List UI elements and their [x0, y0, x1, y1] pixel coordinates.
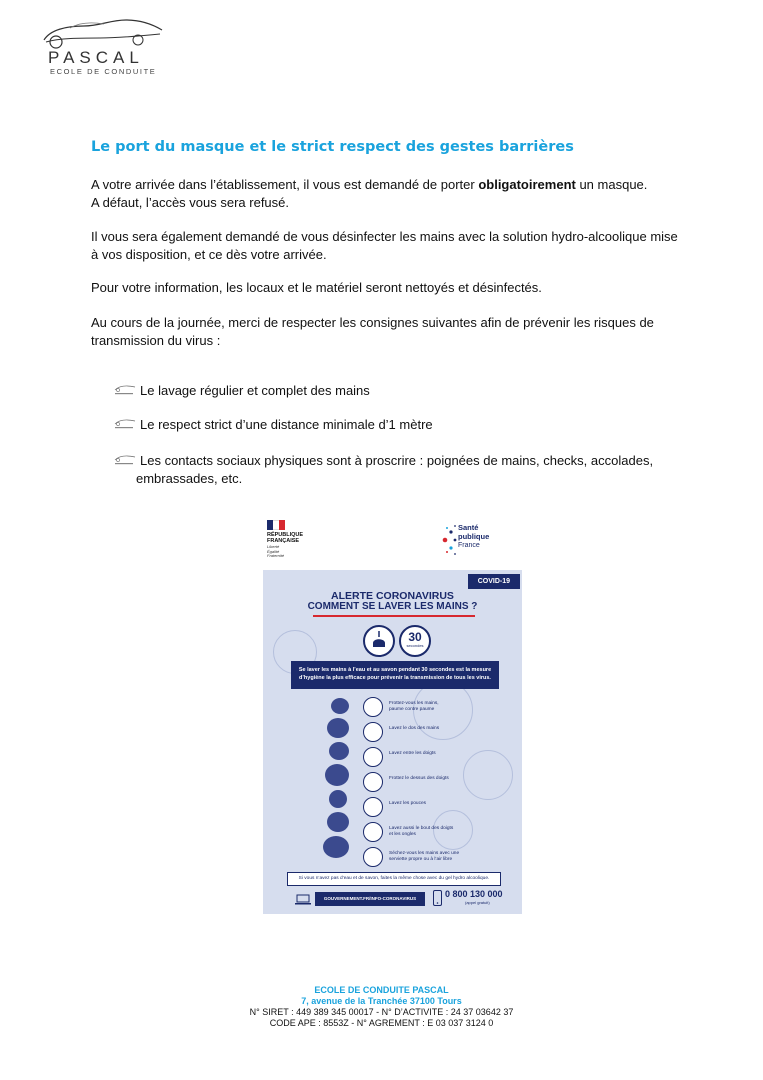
- step-illustration-icon: [363, 697, 383, 717]
- republic-motto: [267, 545, 284, 559]
- step-text: Lavez entre les doigts: [389, 751, 436, 756]
- paragraph-mask: [91, 176, 647, 211]
- step-illustration-icon: [363, 847, 383, 867]
- phone-icon: [433, 890, 442, 906]
- band-text: Se laver les mains à l’eau et au savon pendant 30 secondes est la mesure: [298, 667, 492, 673]
- seconds-number: 30: [408, 630, 422, 644]
- timer-30-seconds: [399, 625, 431, 657]
- car-silhouette-icon: [40, 16, 166, 50]
- emphasis-text: obligatoirement: [478, 177, 576, 192]
- paragraph-hands: [91, 228, 678, 263]
- gov-website: GOUVERNEMENT.FR/INFO-CORONAVIRUS: [315, 892, 425, 906]
- sp-line: publique: [458, 531, 490, 541]
- coronavirus-poster: [263, 514, 522, 914]
- virus-icon: [323, 836, 349, 858]
- paragraph-instructions: [91, 314, 654, 349]
- virus-icon: [329, 790, 347, 808]
- pascal-logo: [40, 16, 166, 74]
- logo-subtitle: ECOLE DE CONDUITE: [50, 67, 157, 76]
- paragraph-text: Pour votre information, les locaux et le matériel seront nettoyés et désinfectés.: [91, 280, 542, 295]
- rf-line: FRANÇAISE: [267, 538, 300, 545]
- step-text: Lavez les pouces: [389, 801, 427, 806]
- step-text: Frottez le dessus des doigts: [389, 776, 449, 781]
- poster-alert-title: ALERTE CORONAVIRUS: [331, 590, 454, 602]
- step-illustration-icon: [363, 797, 383, 817]
- motto-word: Égalité: [267, 548, 280, 554]
- bullet-text: Les contacts sociaux physiques sont à proscrire : poignées de mains, checks, accolades,: [140, 453, 654, 468]
- french-flag-icon: [267, 520, 285, 530]
- hotline-number: 0 800 130 000: [445, 889, 503, 899]
- footer-address: 7, avenue de la Tranchée 37100 Tours: [301, 996, 462, 1006]
- virus-icon: [329, 742, 349, 760]
- motto-word: Fraternité: [267, 553, 285, 559]
- step-illustration-icon: [363, 722, 383, 742]
- step-text: Séchez-vous les mains avec une serviette propre ou à l’air libre: [389, 851, 460, 862]
- step-illustration-icon: [363, 747, 383, 767]
- motto-word: Liberté: [267, 544, 280, 549]
- bullet-text: Le lavage régulier et complet des mains: [140, 383, 370, 398]
- virus-decoration-icon: [463, 750, 513, 800]
- sp-line: Santé: [458, 523, 479, 532]
- rf-line: RÉPUBLIQUE: [267, 532, 304, 538]
- paragraph-text: transmission du virus :: [91, 332, 221, 348]
- virus-icon: [325, 764, 349, 786]
- step-illustration-icon: [363, 772, 383, 792]
- logo-name: PASCAL: [48, 48, 144, 67]
- bullet-text: Le respect strict d’une distance minimale d’1 mètre: [140, 417, 433, 432]
- bullet-text: embrassades, etc.: [136, 470, 243, 486]
- paragraph-text: A défaut, l’accès vous sera refusé.: [91, 194, 289, 210]
- seconds-label: secondes: [406, 643, 424, 648]
- virus-icon: [327, 718, 349, 738]
- laptop-icon: [295, 894, 311, 905]
- virus-icon: [327, 812, 349, 832]
- paragraph-text: Au cours de la journée, merci de respecter les consignes suivantes afin de prévenir les risques de: [91, 315, 654, 330]
- gel-notice: Si vous n’avez pas d’eau et de savon, faites la même chose avec du gel hydro alcoolique.: [287, 872, 501, 886]
- footer-company: ECOLE DE CONDUITE PASCAL: [314, 985, 449, 995]
- step-text: Frottez-vous les mains, paume contre paume: [389, 701, 439, 712]
- title-underline: [313, 615, 475, 617]
- paragraph-text: à vos disposition, et ce dès votre arrivée.: [91, 246, 327, 262]
- page-footer: [0, 985, 763, 1029]
- step-text: Lavez le dos des mains: [389, 726, 440, 731]
- virus-icon: [331, 698, 349, 714]
- covid-badge: COVID-19: [468, 574, 520, 589]
- paragraph-text: A votre arrivée dans l’établissement, il vous est demandé de porter: [91, 177, 479, 192]
- mini-logo-icon: [114, 417, 136, 431]
- mini-logo-icon: [114, 383, 136, 397]
- info-band: [291, 661, 499, 689]
- footer-ape: CODE APE : 8553Z - N° AGREMENT : E 03 037 3124 0: [269, 1018, 494, 1028]
- poster-subtitle: COMMENT SE LAVER LES MAINS ?: [307, 601, 478, 612]
- paragraph-cleaning: [91, 279, 542, 297]
- hotline-note: (appel gratuit): [465, 900, 490, 905]
- handwash-icon: [363, 625, 395, 657]
- mini-logo-icon: [114, 453, 136, 467]
- poster-header: [263, 514, 522, 570]
- republique-francaise: [267, 532, 303, 545]
- sante-publique-france: France: [458, 542, 480, 549]
- step-illustration-icon: [363, 822, 383, 842]
- paragraph-text: Il vous sera également demandé de vous désinfecter les mains avec la solution hydro-alcoolique mise: [91, 229, 678, 244]
- step-text: Lavez aussi le bout des doigts et les ongles: [389, 826, 454, 837]
- footer-siret: N° SIRET : 449 389 345 00017 - N° D’ACTIVITE : 24 37 03642 37: [249, 1007, 514, 1017]
- sante-publique-name: [458, 524, 489, 541]
- poster-body: [263, 570, 522, 914]
- paragraph-text: un masque.: [575, 177, 648, 192]
- band-text: d’hygiène la plus efficace pour prévenir la transmission de tous les virus.: [299, 674, 491, 681]
- page-title: Le port du masque et le strict respect des gestes barrières: [91, 139, 574, 155]
